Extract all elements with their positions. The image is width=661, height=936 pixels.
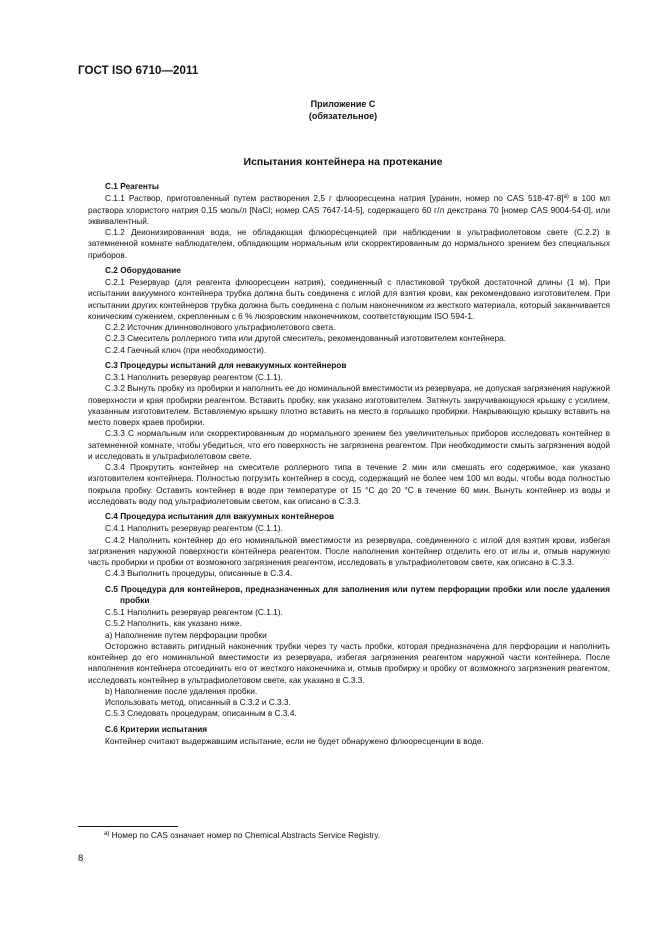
annex-title: Приложение С [310,99,376,109]
document-header: ГОСТ ISO 6710—2011 [78,65,199,77]
footnote [104,830,380,840]
footnote-divider [78,826,178,827]
annex-status: (обязательное) [308,111,378,121]
section-heading-c5: С.5 Процедура для контейнеров, предназначенных для заполнения или путем перфорации пробки или после удаления пробки [105,583,610,605]
footnote-marker: а) [104,831,110,837]
paragraph-c3-3: С.3.3 С нормальным или скорректированным до нормального зрением без увеличительных приборов исследовать контейнер в затемненной комнате, чтобы убедиться, что его поверхность не загрязнена реагентом. При необходимости смыть загрязнения водой и исследовать в ультрафиолетовом свете. [88,428,610,461]
paragraph-c1-1 [88,193,610,227]
section-heading-c6: С.6 Критерии испытания [105,723,208,734]
paragraph-c3-4: С.3.4 Прокрутить контейнер на смесителе роллерного типа в течение 2 мин или смешать его содержимое, как указано изготовителем контейнера. Полностью погрузить контейнер в сосуд, содержащий не более чем 100 мл воды, чтобы вода полностью покрыла пробку. Оставить контейнер в воде при температуре от 15 °С до 20 °С в течение 60 мин. Вынуть контейнер из воды и исследовать воду под ультрафиолетовым светом, как описано в С.3.3. [88,462,610,506]
page-number: 8 [78,853,84,864]
paragraph-c5-6: Использовать метод, описанный в С.3.2 и С.3.3. [105,697,291,707]
paragraph-c1-1-text-b: в 100 мл раствора хлористого натрия 0,15 моль/л [NaCl; номер CAS 7647-14-5], содержащего 60 г/л декстрана 70 [номер CAS 9004-54-0], или эквивалентный. [88,193,610,226]
paragraph-c4-2: С.4.2 Наполнить контейнер до его номинальной вместимости из резервуара, соединенного с иглой для взятия крови, избегая загрязнения наружной поверхности контейнера реагентом. После наполнения контейнер отделить его от иглы и, отмыв наружную часть пробирки и пробки от возможного загрязнения реагентом, исследовать в ультрафиолетовом свете, как описано в С.3.3. [88,534,610,567]
paragraph-c5-1: С.5.1 Наполнить резервуар реагентом (С.1.1). [105,607,283,617]
annex-heading: Испытания контейнера на протекание [243,156,443,168]
paragraph-c2-3: С.2.3 Смеситель роллерного типа или другой смеситель, рекомендованный изготовителем контейнера. [105,333,507,344]
paragraph-c2-1: С.2.1 Резервуар (для реагента флюоресцеин натрия), соединенный с пластиковой трубкой достаточной длины (1 м). При испытании вакуумного контейнера трубка должна быть соединена с иглой для взятия крови, как рекомендовано изготовителем. При испытании других контейнеров трубка должна быть соединена с полым наконечником из жесткого материала, который заканчивается коническим сужением, скрепленным с 6 % люэровским наконечником, соответствующим ISO 594-1. [88,277,610,321]
paragraph-c5-3: а) Наполнение путем перфорации пробки [105,629,267,640]
paragraph-c2-4: С.2.4 Гаечный ключ (при необходимости). [105,344,267,355]
paragraph-c1-2: С.1.2 Деионизированная вода, не обладающая флюоресценцией при наблюдении в ультрафиолетовом свете (С.2.2) в затемненной комнате наблюдателем, обладающим нормальным или скорректированным до нормального зрением без специальных приборов. [88,227,610,260]
paragraph-c1-1-text-a: С.1.1 Раствор, приготовленный путем растворения 2,5 г флюоресцеина натрия [уранин, номер по CAS 518-47-8] [105,193,564,204]
paragraph-c5-4: Осторожно вставить ригидный наконечник трубки через ту часть пробки, которая предназначена для перфорации и наполнить контейнер до его номинальной вместимости из резервуара, избегая загрязнения реагентом наружной части контейнера. После наполнения контейнера отсоединить его от жесткого наконечника и, отмыв пробирку и пробку от возможного загрязнения реагентом, исследовать контейнер в ультрафиолетовом свете, как указано в С.3.3. [88,640,610,685]
annex-body [88,181,610,747]
paragraph-c6-1: Контейнер считают выдержавшим испытание, если не будет обнаружено флюоресценции в воде. [105,735,484,746]
section-heading-c2: С.2 Оборудование [105,264,181,275]
section-heading-c1: С.1 Реагенты [105,181,160,191]
paragraph-c4-3: С.4.3 Выполнить процедуры, описанные в С.3.4. [105,568,293,579]
footnote-reference: а) [563,194,569,201]
paragraph-c2-2: С.2.2 Источник длинноволнового ультрафиолетового света. [105,322,336,332]
paragraph-c3-2: С.3.2 Вынуть пробку из пробирки и наполнить ее до номинальной вместимости из резервуара, не допуская загрязнения наружной поверхности и края пробирки реагентом. Вставить пробку, как указано изготовителем. Затянуть закручивающуюся крышку с усилием, указанным изготовителем. Вставляемую крышку плотно вставить на место в горлышко пробирки. Накрывающую крышку вставить на место поверх краев пробирки. [88,383,610,427]
paragraph-c5-7: С.5.3 Следовать процедурам, описанным в С.3.4. [105,708,297,719]
paragraph-c3-1: С.3.1 Наполнить резервуар реагентом (С.1.1). [105,372,283,382]
section-heading-c3: С.3 Процедуры испытаний для невакуумных контейнеров [105,359,347,370]
footnote-text: Номер по CAS означает номер по Chemical Abstracts Service Registry. [109,830,381,840]
paragraph-c4-1: С.4.1 Наполнить резервуар реагентом (С.1.1). [105,523,283,534]
paragraph-c5-5: b) Наполнение после удаления пробки. [105,685,258,696]
section-heading-c4: С.4 Процедура испытания для вакуумных контейнеров [105,511,335,521]
paragraph-c5-2: С.5.2 Наполнить, как указано ниже. [105,618,242,629]
